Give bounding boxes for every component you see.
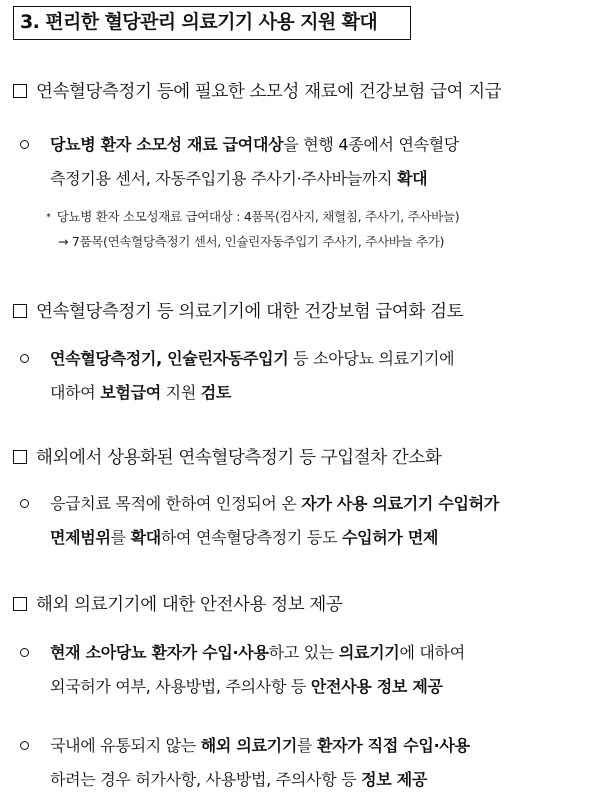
bold-text: 의료기기 [338, 643, 400, 662]
bold-text: 자가 사용 의료기기 수입허가 [301, 494, 499, 513]
bullet-item [20, 729, 601, 797]
text-run: 응급치료 목적에 한하여 인정되어 온 [50, 494, 302, 513]
circle-bullet-icon [20, 354, 29, 363]
text-run: 하고 있는 [268, 643, 339, 662]
bold-text: 보험급여 [100, 383, 161, 402]
footnote [46, 205, 459, 254]
bullet-item [20, 128, 601, 196]
bold-text: 정보 제공 [361, 770, 428, 789]
checkbox-square-icon [13, 84, 27, 98]
circle-bullet-icon [20, 741, 29, 750]
heading-text: 연속혈당측정기 등에 필요한 소모성 재료에 건강보험 급여 지급 [36, 82, 502, 102]
footnote-line-2: → 7품목(연속혈당측정기 센서, 인슐린자동주입기 주사기, 주사바늘 추가) [58, 234, 445, 249]
heading-text: 해외 의료기기에 대한 안전사용 정보 제공 [36, 595, 343, 615]
text-run: 하여 연속혈당측정기 등도 [160, 528, 342, 547]
bullet-line [20, 729, 601, 763]
checkbox-square-icon [13, 450, 27, 464]
bold-text: 검토 [200, 383, 232, 402]
text-run: 하려는 경우 허가사항, 사용방법, 주의사항 등 [50, 770, 362, 789]
text-run: 등 소아당뇨 의료기기에 [288, 349, 455, 368]
text-run: 국내에 유통되지 않는 [50, 736, 201, 755]
text-run: 를 [296, 736, 317, 755]
circle-bullet-icon [20, 648, 29, 657]
heading-text: 해외에서 상용화된 연속혈당측정기 등 구입절차 간소화 [36, 448, 442, 468]
bullet-item [20, 487, 601, 555]
bold-text: 현재 소아당뇨 환자가 수입·사용 [50, 643, 269, 662]
section-title: 3. 편리한 혈당관리 의료기기 사용 지원 확대 [13, 6, 411, 40]
section-heading-3 [13, 446, 441, 470]
text-run: 에 대하여 [399, 643, 465, 662]
bullet-item [20, 342, 601, 410]
bold-text: 확대 [130, 528, 161, 547]
bold-text: 해외 의료기기 [200, 736, 297, 755]
bold-text: 연속혈당측정기, 인슐린자동주입기 [50, 349, 289, 368]
text-run: 를 [110, 528, 131, 547]
checkbox-square-icon [13, 304, 27, 318]
circle-bullet-icon [20, 140, 29, 149]
bullet-line [20, 636, 601, 670]
footnote-line-1: * 당뇨병 환자 소모성재료 급여대상 : 4품목(검사지, 채혈침, 주사기, 주사바늘) [46, 209, 460, 224]
bullet-line [20, 487, 601, 521]
text-run: 외국허가 여부, 사용방법, 주의사항 등 [50, 677, 311, 696]
section-heading-4 [13, 593, 342, 617]
text-run: 대하여 [50, 383, 101, 402]
bold-text: 당뇨병 환자 소모성 재료 급여대상 [50, 135, 284, 154]
section-heading-2 [13, 300, 463, 324]
bullet-line [20, 521, 601, 555]
bold-text: 확대 [397, 169, 428, 188]
bullet-item [20, 636, 601, 704]
section-heading-1 [13, 80, 501, 104]
bold-text: 환자가 직접 수입·사용 [316, 736, 470, 755]
bullet-line [20, 128, 601, 162]
bullet-line [20, 162, 601, 196]
text-run: 측정기용 센서, 자동주입기용 주사기·주사바늘까지 [50, 169, 397, 188]
bullet-line [20, 763, 601, 797]
bold-text: 수입허가 면제 [341, 528, 439, 547]
heading-text: 연속혈당측정기 등 의료기기에 대한 건강보험 급여화 검토 [36, 302, 464, 322]
bold-text: 면제범위 [50, 528, 111, 547]
checkbox-square-icon [13, 597, 27, 611]
text-run: 지원 [160, 383, 201, 402]
bold-text: 안전사용 정보 제공 [310, 677, 443, 696]
bullet-line [20, 376, 601, 410]
circle-bullet-icon [20, 499, 29, 508]
asterisk-icon: * [46, 212, 51, 223]
text-run: 을 현행 4종에서 연속혈당 [283, 135, 460, 154]
bullet-line [20, 670, 601, 704]
bullet-line [20, 342, 601, 376]
